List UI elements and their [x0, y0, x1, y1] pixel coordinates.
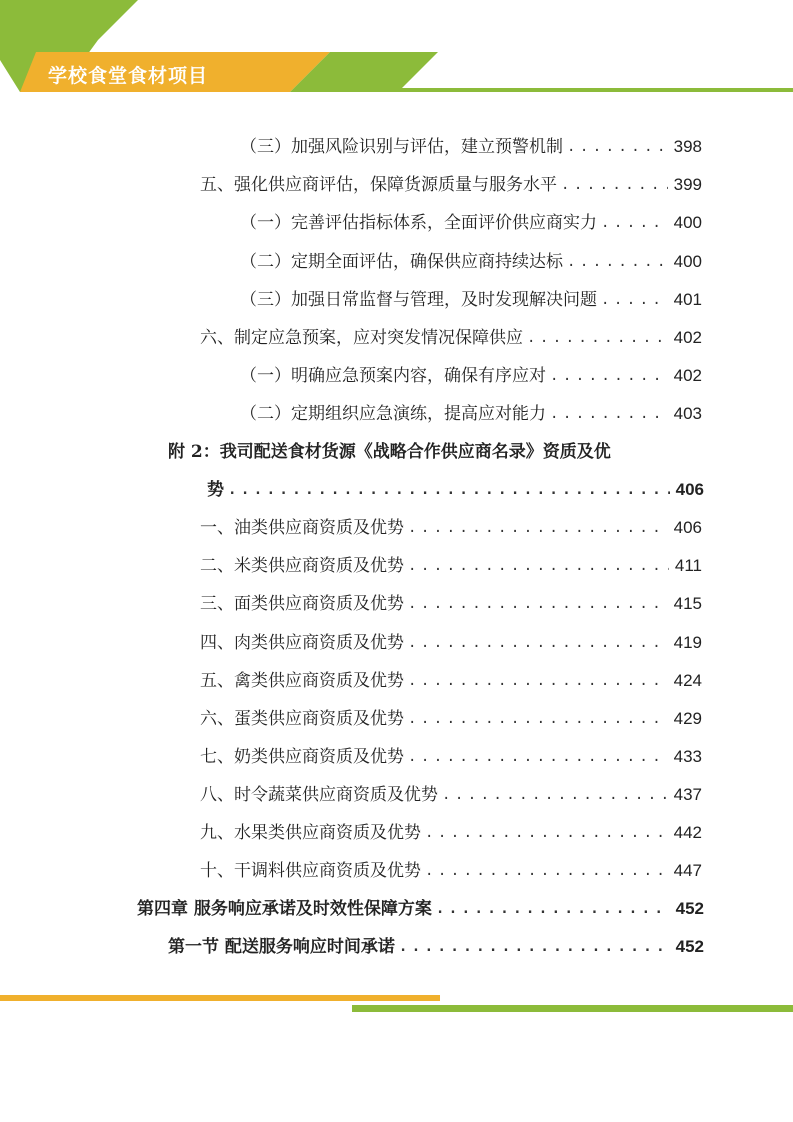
toc-entry-label: （三）加强风险识别与评估，建立预警机制: [240, 137, 563, 157]
toc-entry-label: 九、水果类供应商资质及优势: [200, 823, 421, 843]
page-footer: [0, 990, 793, 1020]
page-header: [0, 0, 793, 100]
toc-leader-dots: [550, 361, 668, 391]
toc-entry[interactable]: [240, 247, 702, 277]
toc-entry-label: 势: [207, 480, 224, 500]
toc-section-entry[interactable]: [168, 932, 704, 962]
toc-leader-dots: [425, 856, 668, 886]
toc-entry-page: 401: [673, 290, 702, 309]
appendix-heading-line2[interactable]: [207, 475, 704, 505]
toc-entry[interactable]: [240, 132, 702, 162]
toc-leader-dots: [442, 780, 668, 810]
toc-leader-dots: [567, 132, 668, 162]
toc-entry-label: 七、奶类供应商资质及优势: [200, 747, 404, 767]
footer-green-bar: [352, 1005, 793, 1012]
header-title: 学校食堂食材项目: [48, 65, 209, 87]
toc-entry-page: 442: [673, 823, 702, 842]
toc-entry-page: 452: [675, 937, 704, 956]
toc-entry-page: 447: [673, 861, 702, 880]
toc-entry-label: （一）明确应急预案内容，确保有序应对: [240, 366, 546, 386]
toc-entry-page: 398: [673, 137, 702, 156]
toc-leader-dots: [561, 170, 668, 200]
appendix-heading-line1[interactable]: 附 2：我司配送食材货源《战略合作供应商名录》资质及优: [168, 442, 611, 462]
toc-leader-dots: [601, 208, 668, 238]
toc-entry-page: 400: [673, 213, 702, 232]
toc-entry-page: 429: [673, 709, 702, 728]
toc-leader-dots: [408, 742, 668, 772]
toc-leader-dots: [408, 513, 668, 543]
toc-leader-dots: [436, 894, 670, 924]
toc-entry[interactable]: [200, 551, 702, 581]
toc-leader-dots: [408, 628, 668, 658]
toc-leader-dots: [408, 704, 668, 734]
toc-entry[interactable]: [200, 666, 702, 696]
toc-entry[interactable]: [200, 323, 702, 353]
toc-entry-label: 十、干调料供应商资质及优势: [200, 861, 421, 881]
toc-entry-page: 400: [673, 252, 702, 271]
toc-entry[interactable]: [200, 856, 702, 886]
toc-leader-dots: [425, 818, 668, 848]
toc-entry[interactable]: [200, 780, 702, 810]
toc-entry[interactable]: [200, 513, 702, 543]
toc-entry-page: 415: [673, 594, 702, 613]
header-green-rule: [398, 88, 793, 92]
toc-entry-page: 402: [673, 366, 702, 385]
toc-entry-page: 433: [673, 747, 702, 766]
toc-entry-page: 399: [673, 175, 702, 194]
toc-entry[interactable]: [240, 361, 702, 391]
toc-entry-label: （一）完善评估指标体系，全面评价供应商实力: [240, 213, 597, 233]
toc-leader-dots: [527, 323, 668, 353]
toc-entry-label: 五、禽类供应商资质及优势: [200, 671, 404, 691]
toc-entry-label: 第四章 服务响应承诺及时效性保障方案: [137, 899, 432, 919]
toc-entry[interactable]: [200, 589, 702, 619]
toc-leader-dots: [601, 285, 668, 315]
toc-entry-label: （二）定期组织应急演练，提高应对能力: [240, 404, 546, 424]
toc-leader-dots: [567, 247, 668, 277]
toc-leader-dots: [228, 475, 670, 505]
toc-entry[interactable]: [240, 285, 702, 315]
toc-entry[interactable]: [200, 742, 702, 772]
toc-entry-page: 452: [675, 899, 704, 918]
footer-bars-graphic: [0, 990, 793, 1020]
toc-entry-page: 402: [673, 328, 702, 347]
toc-entry-label: （二）定期全面评估，确保供应商持续达标: [240, 252, 563, 272]
toc-entry-label: 六、制定应急预案，应对突发情况保障供应: [200, 328, 523, 348]
toc-chapter-entry[interactable]: [137, 894, 704, 924]
toc-leader-dots: [408, 551, 669, 581]
toc-entry-label: 六、蛋类供应商资质及优势: [200, 709, 404, 729]
footer-orange-bar: [0, 995, 440, 1001]
toc-entry-label: 一、油类供应商资质及优势: [200, 518, 404, 538]
toc-entry-label: 四、肉类供应商资质及优势: [200, 633, 404, 653]
toc-leader-dots: [399, 932, 670, 962]
toc-entry-label: 三、面类供应商资质及优势: [200, 594, 404, 614]
toc-leader-dots: [408, 666, 668, 696]
toc-entry-page: 437: [673, 785, 702, 804]
toc-entry-label: 二、米类供应商资质及优势: [200, 556, 404, 576]
toc-entry-page: 419: [673, 633, 702, 652]
toc-entry[interactable]: [240, 399, 702, 429]
header-green-top-shape: [0, 0, 138, 40]
toc-entry[interactable]: [200, 704, 702, 734]
toc-leader-dots: [550, 399, 668, 429]
toc-entry-page: 424: [673, 671, 702, 690]
toc-leader-dots: [408, 589, 668, 619]
toc-entry-page: 403: [673, 404, 702, 423]
toc-entry-page: 411: [674, 556, 702, 575]
toc-entry-page: 406: [675, 480, 704, 499]
toc-entry[interactable]: [240, 208, 702, 238]
toc-entry[interactable]: [200, 818, 702, 848]
toc-entry-page: 406: [673, 518, 702, 537]
toc-entry[interactable]: [200, 170, 702, 200]
toc-entry-label: 第一节 配送服务响应时间承诺: [168, 937, 395, 957]
toc-entry-label: 五、强化供应商评估，保障货源质量与服务水平: [200, 175, 557, 195]
toc-entry-label: 八、时令蔬菜供应商资质及优势: [200, 785, 438, 805]
toc-entry[interactable]: [200, 628, 702, 658]
toc-entry-label: （三）加强日常监督与管理，及时发现解决问题: [240, 290, 597, 310]
